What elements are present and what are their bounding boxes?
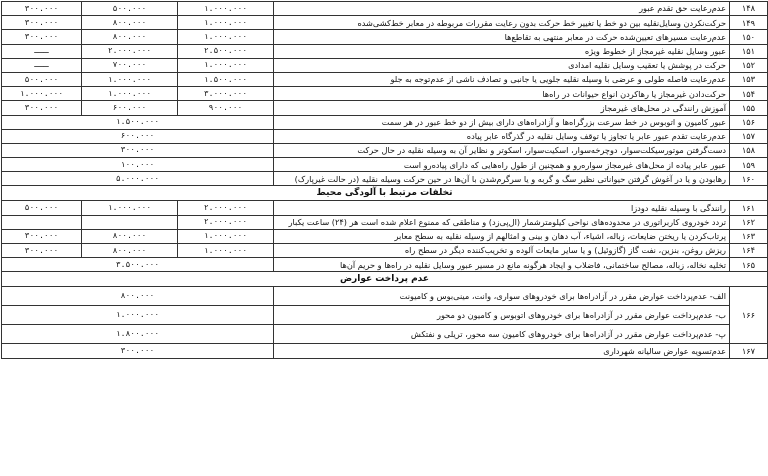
- table-row: [2, 115, 768, 129]
- fine-amount-2: ۸۰۰.۰۰۰: [82, 244, 178, 258]
- violation-description: عدم‌رعایت مسیرهای تعیین‌شده حرکت در معابر منتهی به تقاطع‌ها: [274, 30, 730, 44]
- fine-amount-1: ۲.۰۰۰.۰۰۰: [178, 201, 274, 215]
- violation-description: حرکت در پوشش یا تعقیب وسایل نقلیه امدادی: [274, 58, 730, 72]
- violation-description: آموزش رانندگی در محل‌های غیرمجاز: [274, 101, 730, 115]
- fine-amount-1: ۹۰۰.۰۰۰: [178, 101, 274, 115]
- row-number: ۱۶۳: [730, 229, 768, 243]
- fine-amount-1: ۱.۵۰۰.۰۰۰: [178, 72, 274, 86]
- table-row: [2, 158, 768, 172]
- traffic-fines-table: [1, 1, 768, 359]
- row-number: ۱۵۰: [730, 30, 768, 44]
- table-row: [2, 58, 768, 72]
- violation-description: رهابودن و یا در آغوش گرفتن حیواناتی نظیر سگ و گربه و یا سرگرم‌شدن با آن‌ها در حین حرکت وسیله نقلیه (در حالت غیرپارک): [274, 172, 730, 186]
- fine-amount-1: ۱.۰۰۰.۰۰۰: [178, 30, 274, 44]
- row-number: ۱۵۲: [730, 58, 768, 72]
- violation-description: رانندگی با وسیله نقلیه دودزا: [274, 201, 730, 215]
- fine-amount-merged: ۱.۸۰۰.۰۰۰: [2, 325, 274, 344]
- table-row: [2, 30, 768, 44]
- fine-amount-3: ۳۰۰.۰۰۰: [2, 2, 82, 16]
- fine-amount-1: ۱.۰۰۰.۰۰۰: [178, 229, 274, 243]
- violation-description: پرتاب‌کردن یا ریختن ضایعات، زباله، اشیاء، آب دهان و بینی و امثالهم از وسیله نقلیه به سطح معابر: [274, 229, 730, 243]
- row-number: ۱۵۷: [730, 129, 768, 143]
- violation-description: عبور کامیون و اتوبوس در خط سرعت بزرگراه‌ها و آزادراه‌های دارای بیش از دو خط عبور در هر سمت: [274, 115, 730, 129]
- section-title: عدم پرداخت عوارض: [2, 272, 768, 287]
- row-number: ۱۶۲: [730, 215, 768, 229]
- fine-amount-3: ۳۰۰.۰۰۰: [2, 244, 82, 258]
- fine-amount-3: ۳۰۰.۰۰۰: [2, 101, 82, 115]
- fine-amount-merged: ۳۰۰.۰۰۰: [2, 143, 274, 157]
- row-number: ۱۵۸: [730, 143, 768, 157]
- table-row: [2, 258, 768, 272]
- violation-description: عبور وسایل نقلیه غیرمجاز از خطوط ویژه: [274, 44, 730, 58]
- table-row: [2, 306, 768, 325]
- violation-description: عدم‌رعایت حق تقدم عبور: [274, 2, 730, 16]
- violation-description: عدم‌تسویه عوارض سالیانه شهرداری: [274, 344, 730, 358]
- fine-amount-2: ۵۰۰.۰۰۰: [82, 2, 178, 16]
- row-number: ۱۶۷: [730, 344, 768, 358]
- row-number: ۱۴۸: [730, 2, 768, 16]
- table-row: [2, 2, 768, 16]
- fine-amount-merged: ۱.۵۰۰.۰۰۰: [2, 115, 274, 129]
- fine-amount-2: ۶۰۰.۰۰۰: [82, 101, 178, 115]
- fine-amount-merged: ۵.۰۰۰.۰۰۰: [2, 172, 274, 186]
- fine-amount-1: ۱.۰۰۰.۰۰۰: [178, 16, 274, 30]
- table-row: [2, 344, 768, 358]
- table-row: [2, 201, 768, 215]
- fine-amount-3: ۳۰۰.۰۰۰: [2, 229, 82, 243]
- row-number: ۱۵۴: [730, 87, 768, 101]
- table-row: [2, 143, 768, 157]
- violation-description: پ- عدم‌پرداخت عوارض مقرر در آزادراه‌ها برای خودروهای کامیون سه محور، تریلی و نفتکش: [274, 325, 730, 344]
- table-row: [2, 44, 768, 58]
- fine-amount-merged: ۱۰۰.۰۰۰: [2, 158, 274, 172]
- fine-amount-1: ۱.۰۰۰.۰۰۰: [178, 58, 274, 72]
- row-number: ۱۴۹: [730, 16, 768, 30]
- fine-amount-2: ۷۰۰.۰۰۰: [82, 58, 178, 72]
- violation-description: تخلیه نخاله، زباله، مصالح ساختمانی، فاضلاب و ایجاد هرگونه مانع در مسیر عبور وسایل نقلیه در راه‌ها و حریم آن‌ها: [274, 258, 730, 272]
- row-number: ۱۵۱: [730, 44, 768, 58]
- fine-amount-merged: ۶۰۰.۰۰۰: [2, 129, 274, 143]
- row-number: ۱۵۳: [730, 72, 768, 86]
- table-row: [2, 129, 768, 143]
- violation-description: ریزش روغن، بنزین، نفت گاز (گازوئیل) و یا سایر مایعات آلوده و تخریب‌کننده دیگر در سطح راه: [274, 244, 730, 258]
- violation-description: عبور عابر پیاده از محل‌های غیرمجاز سواره‌رو و همچنین از طول راه‌هایی که دارای پیاده‌رو است: [274, 158, 730, 172]
- fine-amount-2: ۸۰۰.۰۰۰: [82, 229, 178, 243]
- fine-amount-merged: ۳.۵۰۰.۰۰۰: [2, 258, 274, 272]
- table-row: [2, 172, 768, 186]
- table-row: [2, 101, 768, 115]
- fine-amount-2: ۱.۰۰۰.۰۰۰: [82, 87, 178, 101]
- fine-amount-1: ۲.۰۰۰.۰۰۰: [178, 215, 274, 229]
- violation-description: تردد خودروی کاربراتوری در محدوده‌های نواحی کیلومترشمار (ال‌پی‌زد) و مناطقی که ممنوع اعلام شده است هر (۲۴) ساعت یکبار: [274, 215, 730, 229]
- violation-description: حرکت‌نکردن وسایل‌نقلیه بین دو خط یا تغییر خط حرکت بدون رعایت مقررات مربوطه در معابر خط‌کشی‌شده: [274, 16, 730, 30]
- fine-amount-3: ـــ: [2, 58, 82, 72]
- fine-amount-merged: ۳۰۰.۰۰۰: [2, 344, 274, 358]
- violation-description: عدم‌رعایت تقدم عبور عابر یا تجاوز یا توقف وسایل نقلیه در گذرگاه عابر پیاده: [274, 129, 730, 143]
- section-title: تخلفات مرتبط با آلودگی محیط: [2, 186, 768, 201]
- fine-amount-3: ۵۰۰.۰۰۰: [2, 72, 82, 86]
- row-number: ۱۶۵: [730, 258, 768, 272]
- fine-amount-3: ۵۰۰.۰۰۰: [2, 201, 82, 215]
- fine-amount-1: ۲.۵۰۰.۰۰۰: [178, 44, 274, 58]
- fine-amount-merged: ۱.۰۰۰.۰۰۰: [2, 306, 274, 325]
- fine-amount-2: ۸۰۰.۰۰۰: [82, 30, 178, 44]
- fine-amount-3: ـــ: [2, 44, 82, 58]
- fine-amount-1: ۱.۰۰۰.۰۰۰: [178, 244, 274, 258]
- table-row: [2, 287, 768, 306]
- fine-amount-2: ۲.۰۰۰.۰۰۰: [82, 44, 178, 58]
- row-number: ۱۵۵: [730, 101, 768, 115]
- fine-amount-3: ۱.۰۰۰.۰۰۰: [2, 87, 82, 101]
- fine-amount-1: ۳.۰۰۰.۰۰۰: [178, 87, 274, 101]
- fine-amount-merged: ۸۰۰.۰۰۰: [2, 287, 274, 306]
- table-row: [2, 244, 768, 258]
- table-row: [2, 325, 768, 344]
- penalty-table-page: [1, 1, 767, 474]
- table-body: [2, 2, 768, 359]
- row-number: ۱۶۶: [730, 287, 768, 344]
- violation-description: عدم‌رعایت فاصله طولی و عرضی با وسیله نقلیه جلویی یا جانبی و تصادف ناشی از عدم‌توجه به جلو: [274, 72, 730, 86]
- fine-amount-3: ۳۰۰.۰۰۰: [2, 16, 82, 30]
- table-row: [2, 229, 768, 243]
- table-row: [2, 87, 768, 101]
- violation-description: حرکت‌دادن غیرمجاز یا رهاکردن انواع حیوانات در راه‌ها: [274, 87, 730, 101]
- fine-amount-2: [82, 215, 178, 229]
- fine-amount-1: ۱.۰۰۰.۰۰۰: [178, 2, 274, 16]
- row-number: ۱۶۱: [730, 201, 768, 215]
- row-number: ۱۵۶: [730, 115, 768, 129]
- fine-amount-2: ۱.۰۰۰.۰۰۰: [82, 201, 178, 215]
- violation-description: دست‌گرفتن موتورسیکلت‌سوار، دوچرخه‌سوار، اسکیت‌سوار، اسکوتر و نظایر آن به وسیله نقلیه در حال حرکت: [274, 143, 730, 157]
- table-row: [2, 72, 768, 86]
- fine-amount-2: ۱.۰۰۰.۰۰۰: [82, 72, 178, 86]
- section-header-environment: [2, 186, 768, 201]
- violation-description: الف- عدم‌پرداخت عوارض مقرر در آزادراه‌ها برای خودروهای سواری، وانت، مینی‌بوس و کامیونت: [274, 287, 730, 306]
- row-number: ۱۶۰: [730, 172, 768, 186]
- table-row: [2, 215, 768, 229]
- row-number: ۱۵۹: [730, 158, 768, 172]
- violation-description: ب- عدم‌پرداخت عوارض مقرر در آزادراه‌ها برای خودروهای اتوبوس و کامیون دو محور: [274, 306, 730, 325]
- table-row: [2, 16, 768, 30]
- fine-amount-2: ۸۰۰.۰۰۰: [82, 16, 178, 30]
- fine-amount-3: ۳۰۰.۰۰۰: [2, 30, 82, 44]
- fine-amount-3: [2, 215, 82, 229]
- row-number: ۱۶۴: [730, 244, 768, 258]
- section-header-tolls: [2, 272, 768, 287]
